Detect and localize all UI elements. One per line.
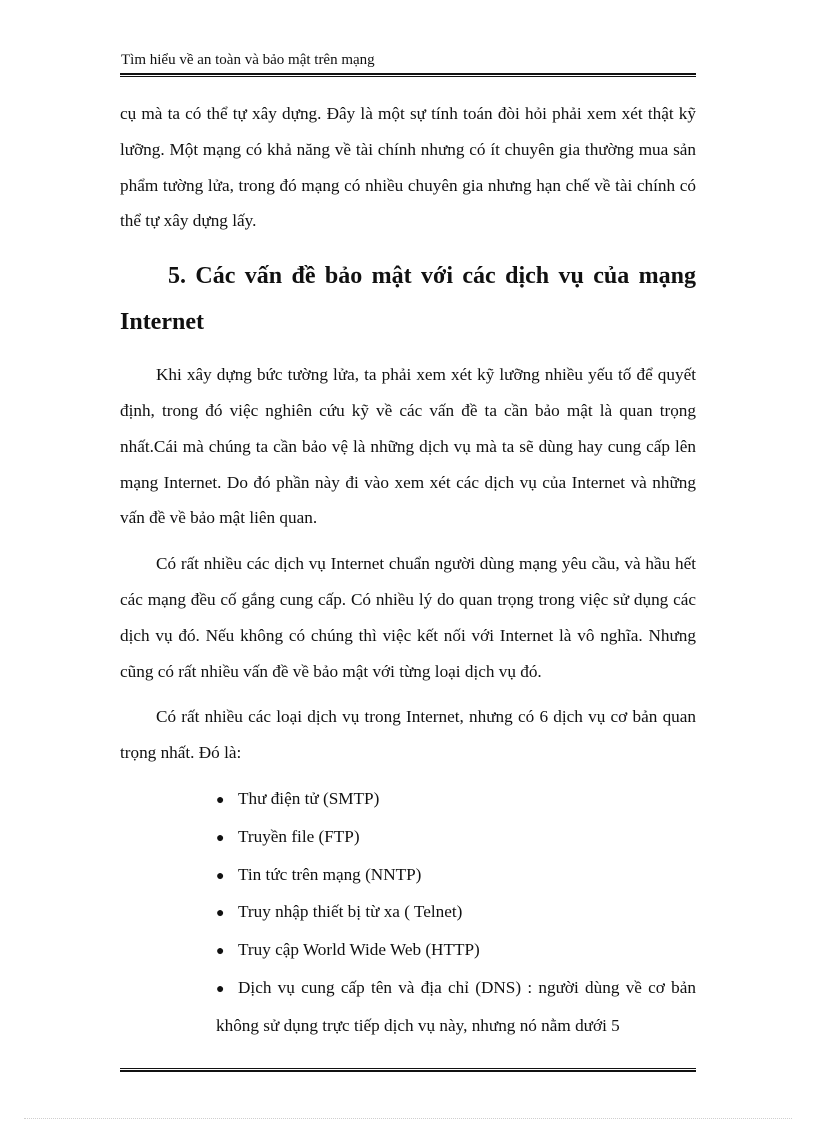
- list-item-text: Thư điện tử (SMTP): [238, 788, 380, 808]
- list-item: [216, 781, 696, 819]
- list-item: [216, 819, 696, 857]
- footer-rule: [120, 1068, 696, 1072]
- header-rule: [120, 73, 696, 77]
- paragraph-six-services: Có rất nhiều các loại dịch vụ trong Internet, nhưng có 6 dịch vụ cơ bản quan trọng nhất. Đó là:: [120, 707, 696, 763]
- page-footer: [120, 1068, 696, 1072]
- paragraph-gap: [120, 689, 696, 699]
- header-title: Tìm hiểu về an toàn và bảo mật trên mạng: [121, 52, 375, 68]
- section-heading: 5. Các vấn đề bảo mật với các dịch vụ của mạng Internet: [120, 263, 696, 336]
- page-header: [120, 50, 696, 77]
- bullet-icon: ●: [216, 981, 225, 997]
- bullet-icon: ●: [216, 868, 225, 884]
- list-item-text: Truyền file (FTP): [238, 826, 360, 846]
- bullet-icon: ●: [216, 830, 225, 846]
- list-item: [216, 932, 696, 970]
- bullet-icon: ●: [216, 792, 225, 808]
- paragraph-continuation: cụ mà ta có thể tự xây dựng. Đây là một sự tính toán đòi hỏi phải xem xét thật kỹ lưỡng. Một mạng có khả năng về tài chính nhưng có ít chuyên gia thường mua sản phẩm tường lửa, trong đó mạng có nhiều chuyên gia nhưng hạn chế về tài chính có thể tự xây dựng lấy.: [120, 104, 696, 231]
- list-item-text: Truy nhập thiết bị từ xa ( Telnet): [238, 902, 463, 922]
- list-item: [216, 894, 696, 932]
- list-item: [216, 970, 696, 1044]
- page-content: [120, 96, 696, 1044]
- services-list: [120, 781, 696, 1044]
- paragraph-firewall: Khi xây dựng bức tường lửa, ta phải xem xét kỹ lưỡng nhiều yếu tố để quyết định, trong đó việc nghiên cứu kỹ về các vấn đề ta cần bảo mật là quan trọng nhất.Cái mà chúng ta cần bảo vệ là những dịch vụ mà ta sẽ dùng hay cung cấp lên mạng Internet. Do đó phần này đi vào xem xét các dịch vụ của Internet và những vấn đề về bảo mật liên quan.: [120, 365, 696, 528]
- bullet-icon: ●: [216, 944, 225, 960]
- paragraph-gap: [120, 536, 696, 546]
- list-item-text: Truy cập World Wide Web (HTTP): [238, 940, 480, 960]
- paragraph-services: Có rất nhiều các dịch vụ Internet chuẩn người dùng mạng yêu cầu, và hầu hết các mạng đều cố gắng cung cấp. Có nhiều lý do quan trọng trong việc sử dụng các dịch vụ đó. Nếu không có chúng thì việc kết nối với Internet là vô nghĩa. Nhưng cũng có rất nhiều vấn đề về bảo mật với từng loại dịch vụ đó.: [120, 554, 696, 681]
- list-item-text: Tin tức trên mạng (NNTP): [238, 864, 422, 884]
- page-edge-divider: [24, 1118, 792, 1119]
- list-item: [216, 857, 696, 895]
- paragraph-gap: [120, 771, 696, 781]
- bullet-icon: ●: [216, 906, 225, 922]
- list-item-text: Dịch vụ cung cấp tên và địa chỉ (DNS) : người dùng về cơ bản không sử dụng trực tiếp dịch vụ này, nhưng nó nằm dưới 5: [216, 977, 696, 1035]
